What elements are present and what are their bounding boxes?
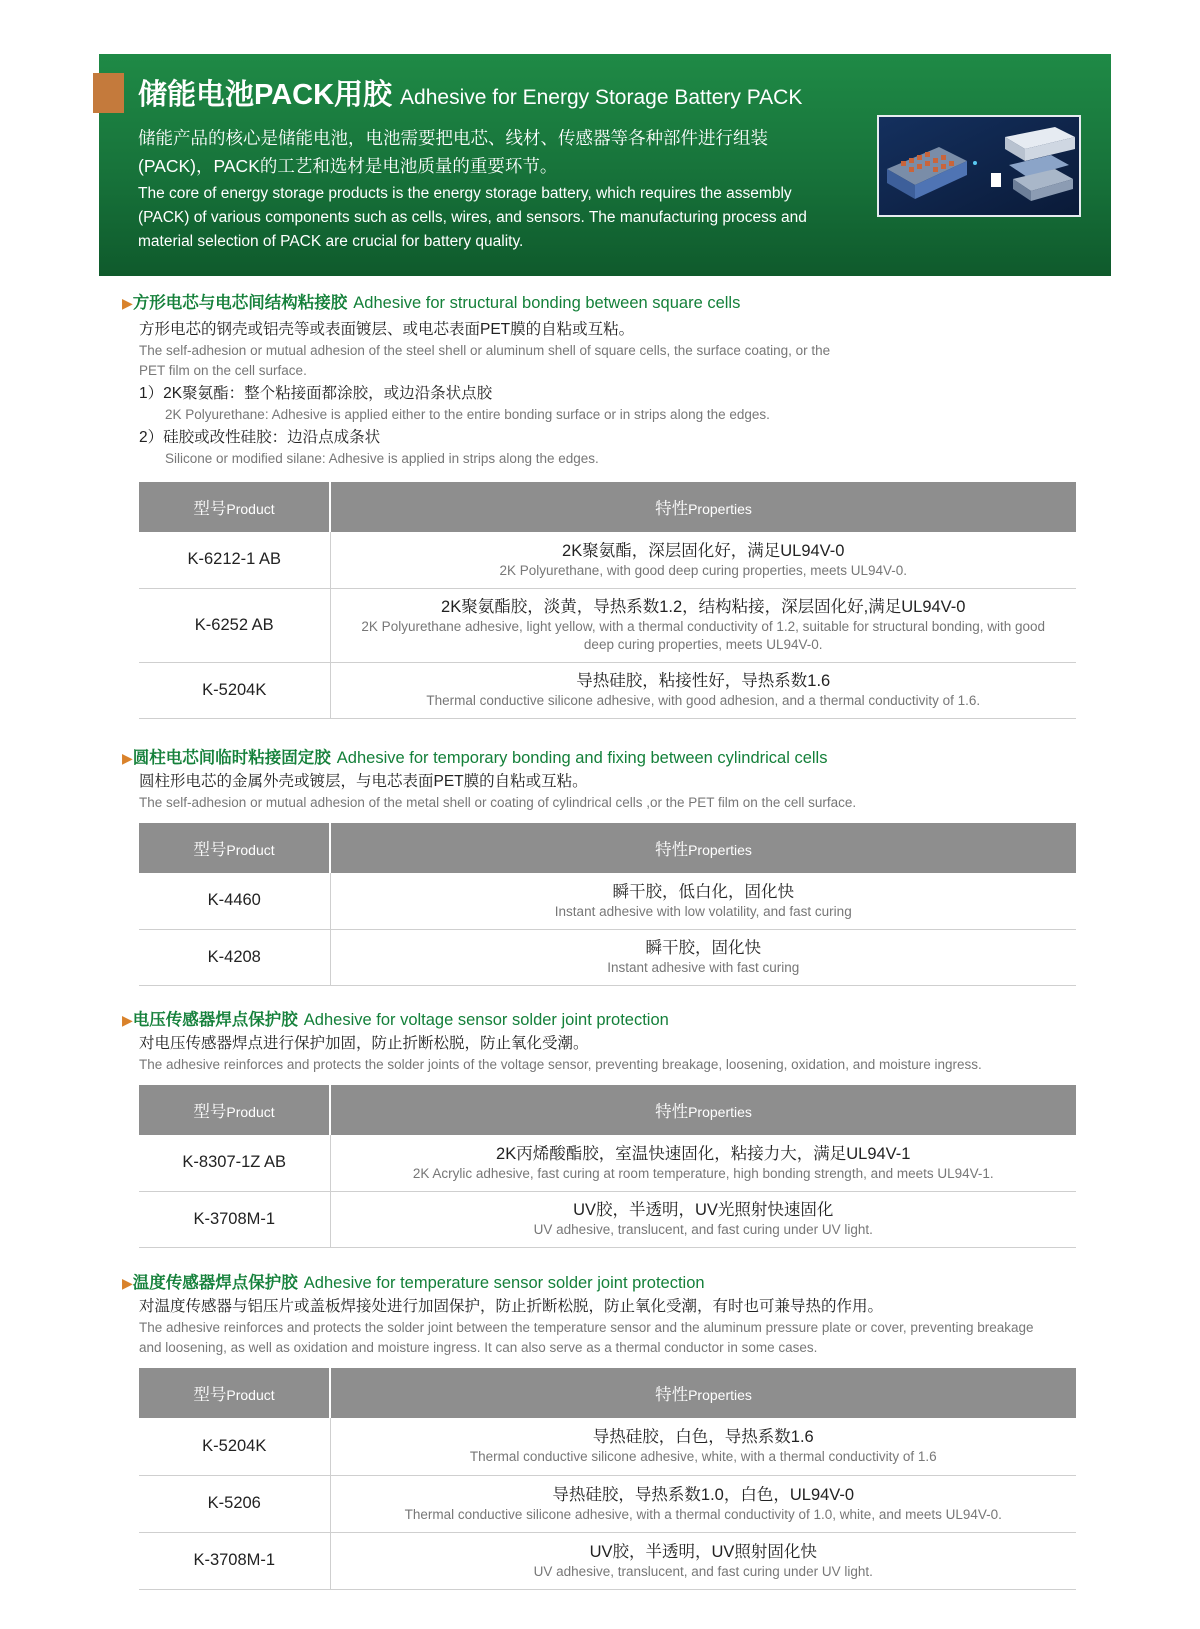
product-properties: 瞬干胶，固化快 Instant adhesive with fast curing — [330, 929, 1076, 985]
section-title-zh: 方形电芯与电芯间结构粘接胶 — [132, 294, 348, 312]
product-properties: UV胶，半透明，UV照射固化快 UV adhesive, translucent, and fast curing under UV light. — [330, 1532, 1076, 1589]
section-title — [122, 292, 1078, 314]
list-item-zh: 1）2K聚氨酯：整个粘接面都涂胶，或边沿条状点胶 — [139, 385, 493, 402]
product-code: K-5206 — [139, 1475, 330, 1532]
section-title — [122, 1272, 1078, 1294]
column-header-properties: 特性Properties — [330, 1368, 1076, 1418]
table-row — [139, 1475, 1076, 1532]
section-title — [122, 1009, 1078, 1031]
product-table-temperature-sensor — [139, 1368, 1076, 1590]
table-row — [139, 1418, 1076, 1475]
product-properties: 2K丙烯酸酯胶，室温快速固化，粘接力大，满足UL94V-1 2K Acrylic adhesive, fast curing at room temperature, high bonding strength, and meets UL94V-1. — [330, 1135, 1076, 1191]
table-row — [139, 588, 1076, 662]
section-title-en: Adhesive for structural bonding between square cells — [353, 294, 741, 312]
triangle-bullet-icon: ▶ — [122, 295, 133, 311]
section-desc-en: The adhesive reinforces and protects the solder joint between the temperature sensor and the aluminum pressure plate or cover, preventing breakage and loosening, as well as oxidation and moisture ingress. It can also serve as a thermal conductor in some cases. — [139, 1320, 1034, 1355]
product-properties: 导热硅胶，白色，导热系数1.6 Thermal conductive silicone adhesive, white, with a thermal conductivity of 1.6 — [330, 1418, 1076, 1475]
table-header-row — [139, 1368, 1076, 1418]
section-desc-zh: 圆柱形电芯的金属外壳或镀层，与电芯表面PET膜的自粘或互粘。 — [139, 773, 588, 790]
product-table-square-cells — [139, 482, 1076, 719]
battery-pack-image — [877, 115, 1081, 217]
section-title-zh: 电压传感器焊点保护胶 — [132, 1011, 298, 1029]
product-properties: 导热硅胶，粘接性好，导热系数1.6 Thermal conductive silicone adhesive, with good adhesion, and a thermal conductivity of 1.6. — [330, 662, 1076, 718]
column-header-product: 型号Product — [139, 1368, 330, 1418]
product-code: K-6212-1 AB — [139, 532, 330, 588]
battery-pack-illustration-icon — [879, 117, 1079, 215]
column-header-product: 型号Product — [139, 823, 330, 873]
intro-text-zh: 储能产品的核心是储能电池，电池需要把电芯、线材、传感器等各种部件进行组装(PACK)，PACK的工艺和选材是电池质量的重要环节。 — [138, 128, 768, 176]
table-row — [139, 662, 1076, 718]
product-code: K-8307-1Z AB — [139, 1135, 330, 1191]
table-header-row — [139, 482, 1076, 532]
section-title-zh: 圆柱电芯间临时粘接固定胶 — [132, 749, 331, 767]
product-code: K-6252 AB — [139, 588, 330, 662]
intro-text-en: The core of energy storage products is the energy storage battery, which requires the assembly (PACK) of various components such as cells, wires, and sensors. The manufacturing process and material selection of PACK are crucial for battery quality. — [138, 185, 807, 250]
table-row — [139, 532, 1076, 588]
list-item-zh: 2）硅胶或改性硅胶：边沿点成条状 — [139, 429, 381, 446]
section-desc-en: The self-adhesion or mutual adhesion of the steel shell or aluminum shell of square cells, the surface coating, or the PET film on the cell surface. — [139, 343, 831, 378]
section-title-en: Adhesive for voltage sensor solder joint protection — [303, 1011, 669, 1029]
product-table-cylindrical-cells — [139, 823, 1076, 986]
product-properties: 导热硅胶，导热系数1.0，白色，UL94V-0 Thermal conductive silicone adhesive, with a thermal conductivity of 1.0, white, and meets UL94V-0. — [330, 1475, 1076, 1532]
table-header-row — [139, 823, 1076, 873]
column-header-properties: 特性Properties — [330, 823, 1076, 873]
product-properties: 瞬干胶，低白化，固化快 Instant adhesive with low volatility, and fast curing — [330, 873, 1076, 929]
triangle-bullet-icon: ▶ — [122, 750, 133, 766]
table-row — [139, 929, 1076, 985]
section-title-en: Adhesive for temperature sensor solder joint protection — [303, 1274, 705, 1292]
section-cylindrical-cells — [122, 747, 1078, 813]
section-desc-zh: 对温度传感器与铝压片或盖板焊接处进行加固保护，防止折断松脱，防止氧化受潮，有时也可兼导热的作用。 — [139, 1298, 884, 1315]
banner-accent-block — [93, 73, 124, 113]
section-desc-en: The self-adhesion or mutual adhesion of the metal shell or coating of cylindrical cells ,or the PET film on the cell surface. — [139, 795, 857, 810]
column-header-product: 型号Product — [139, 1085, 330, 1135]
table-header-row — [139, 1085, 1076, 1135]
column-header-properties: 特性Properties — [330, 482, 1076, 532]
table-row — [139, 1191, 1076, 1247]
table-row — [139, 1532, 1076, 1589]
list-item-en: Silicone or modified silane: Adhesive is applied in strips along the edges. — [165, 451, 599, 466]
section-desc-en: The adhesive reinforces and protects the solder joints of the voltage sensor, preventing breakage, loosening, oxidation, and moisture ingress. — [139, 1057, 982, 1072]
page-title-zh: 储能电池PACK用胶 — [138, 79, 393, 111]
product-properties: 2K聚氨酯胶，淡黄，导热系数1.2，结构粘接，深层固化好,满足UL94V-0 2K Polyurethane adhesive, light yellow, with a thermal conductivity of 1.2, suitable for structural bonding, with good deep curing properties, meets UL94V-0. — [330, 588, 1076, 662]
product-table-voltage-sensor — [139, 1085, 1076, 1248]
column-header-properties: 特性Properties — [330, 1085, 1076, 1135]
product-code: K-3708M-1 — [139, 1191, 330, 1247]
product-code: K-3708M-1 — [139, 1532, 330, 1589]
column-header-product: 型号Product — [139, 482, 330, 532]
triangle-bullet-icon: ▶ — [122, 1012, 133, 1028]
product-code: K-4208 — [139, 929, 330, 985]
table-row — [139, 1135, 1076, 1191]
page-title — [138, 72, 802, 113]
section-title-en: Adhesive for temporary bonding and fixing between cylindrical cells — [336, 749, 828, 767]
product-code: K-5204K — [139, 1418, 330, 1475]
product-properties: 2K聚氨酯，深层固化好，满足UL94V-0 2K Polyurethane, with good deep curing properties, meets UL94V-0. — [330, 532, 1076, 588]
table-row — [139, 873, 1076, 929]
product-properties: UV胶，半透明，UV光照射快速固化 UV adhesive, translucent, and fast curing under UV light. — [330, 1191, 1076, 1247]
section-desc-zh: 方形电芯的钢壳或铝壳等或表面镀层、或电芯表面PET膜的自粘或互粘。 — [139, 321, 635, 338]
list-item-en: 2K Polyurethane: Adhesive is applied either to the entire bonding surface or in strips along the edges. — [165, 407, 770, 422]
section-title — [122, 747, 1078, 769]
product-code: K-4460 — [139, 873, 330, 929]
section-voltage-sensor — [122, 1009, 1078, 1075]
page-title-en: Adhesive for Energy Storage Battery PACK — [400, 86, 803, 109]
section-desc-zh: 对电压传感器焊点进行保护加固，防止折断松脱，防止氧化受潮。 — [139, 1035, 589, 1052]
triangle-bullet-icon: ▶ — [122, 1275, 133, 1291]
section-square-cells — [122, 292, 1078, 469]
section-title-zh: 温度传感器焊点保护胶 — [132, 1274, 298, 1292]
product-code: K-5204K — [139, 662, 330, 718]
section-temperature-sensor — [122, 1272, 1078, 1358]
